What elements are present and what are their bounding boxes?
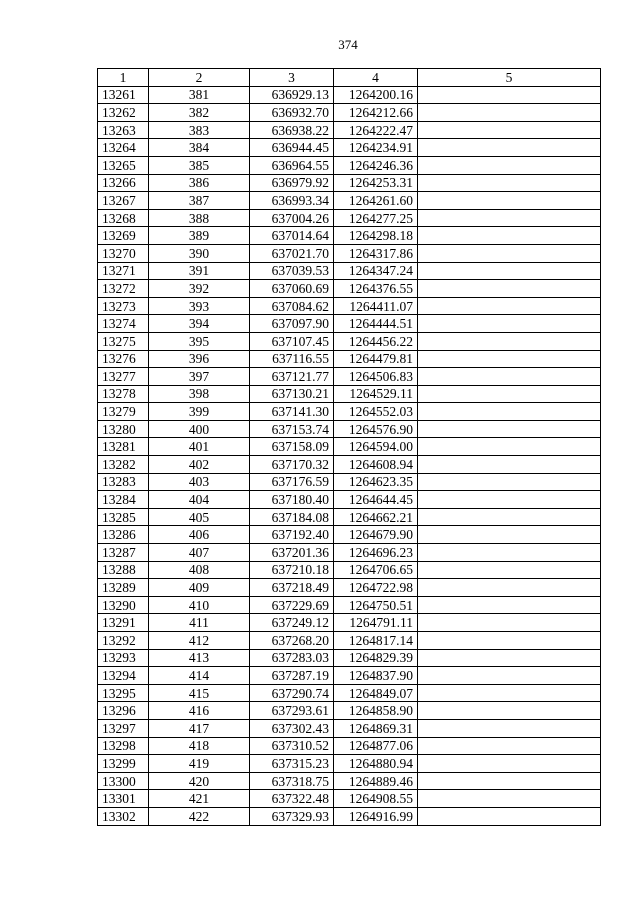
table-row	[98, 121, 601, 139]
note-cell	[418, 526, 601, 544]
x-coordinate-cell: 637302.43	[250, 719, 334, 737]
note-cell	[418, 403, 601, 421]
point-number-cell: 399	[149, 403, 250, 421]
point-id-cell: 13281	[98, 438, 149, 456]
note-cell	[418, 192, 601, 210]
table-row	[98, 473, 601, 491]
y-coordinate-cell: 1264347.24	[334, 262, 418, 280]
point-id-cell: 13285	[98, 508, 149, 526]
x-coordinate-cell: 637084.62	[250, 297, 334, 315]
x-coordinate-cell: 636938.22	[250, 121, 334, 139]
note-cell	[418, 139, 601, 157]
x-coordinate-cell: 636929.13	[250, 86, 334, 104]
note-cell	[418, 86, 601, 104]
x-coordinate-cell: 637315.23	[250, 755, 334, 773]
table-row	[98, 297, 601, 315]
table-row	[98, 544, 601, 562]
table-row	[98, 667, 601, 685]
y-coordinate-cell: 1264837.90	[334, 667, 418, 685]
point-number-cell: 401	[149, 438, 250, 456]
table-row	[98, 737, 601, 755]
point-number-cell: 417	[149, 719, 250, 737]
point-number-cell: 389	[149, 227, 250, 245]
x-coordinate-cell: 636944.45	[250, 139, 334, 157]
y-coordinate-cell: 1264880.94	[334, 755, 418, 773]
point-id-cell: 13278	[98, 385, 149, 403]
y-coordinate-cell: 1264608.94	[334, 456, 418, 474]
y-coordinate-cell: 1264829.39	[334, 649, 418, 667]
table-row	[98, 104, 601, 122]
table-row	[98, 315, 601, 333]
point-id-cell: 13293	[98, 649, 149, 667]
point-number-cell: 382	[149, 104, 250, 122]
note-cell	[418, 262, 601, 280]
note-cell	[418, 209, 601, 227]
point-id-cell: 13284	[98, 491, 149, 509]
y-coordinate-cell: 1264594.00	[334, 438, 418, 456]
point-id-cell: 13286	[98, 526, 149, 544]
x-coordinate-cell: 637121.77	[250, 368, 334, 386]
note-cell	[418, 332, 601, 350]
note-cell	[418, 790, 601, 808]
x-coordinate-cell: 637180.40	[250, 491, 334, 509]
point-number-cell: 414	[149, 667, 250, 685]
y-coordinate-cell: 1264277.25	[334, 209, 418, 227]
x-coordinate-cell: 637021.70	[250, 244, 334, 262]
point-number-cell: 390	[149, 244, 250, 262]
point-id-cell: 13279	[98, 403, 149, 421]
table-row	[98, 209, 601, 227]
x-coordinate-cell: 637176.59	[250, 473, 334, 491]
y-coordinate-cell: 1264916.99	[334, 807, 418, 825]
y-coordinate-cell: 1264817.14	[334, 632, 418, 650]
y-coordinate-cell: 1264506.83	[334, 368, 418, 386]
note-cell	[418, 156, 601, 174]
point-number-cell: 406	[149, 526, 250, 544]
x-coordinate-cell: 637310.52	[250, 737, 334, 755]
point-id-cell: 13270	[98, 244, 149, 262]
point-number-cell: 420	[149, 772, 250, 790]
table-row	[98, 772, 601, 790]
point-id-cell: 13296	[98, 702, 149, 720]
y-coordinate-cell: 1264212.66	[334, 104, 418, 122]
point-number-cell: 381	[149, 86, 250, 104]
note-cell	[418, 456, 601, 474]
point-number-cell: 413	[149, 649, 250, 667]
y-coordinate-cell: 1264858.90	[334, 702, 418, 720]
x-coordinate-cell: 637170.32	[250, 456, 334, 474]
point-number-cell: 410	[149, 596, 250, 614]
point-number-cell: 395	[149, 332, 250, 350]
note-cell	[418, 737, 601, 755]
y-coordinate-cell: 1264908.55	[334, 790, 418, 808]
note-cell	[418, 632, 601, 650]
y-coordinate-cell: 1264246.36	[334, 156, 418, 174]
point-number-cell: 386	[149, 174, 250, 192]
point-id-cell: 13272	[98, 280, 149, 298]
note-cell	[418, 719, 601, 737]
point-number-cell: 412	[149, 632, 250, 650]
table-row	[98, 385, 601, 403]
x-coordinate-cell: 637130.21	[250, 385, 334, 403]
x-coordinate-cell: 637210.18	[250, 561, 334, 579]
point-id-cell: 13264	[98, 139, 149, 157]
x-coordinate-cell: 637318.75	[250, 772, 334, 790]
x-coordinate-cell: 637329.93	[250, 807, 334, 825]
column-header-1: 1	[98, 69, 149, 87]
note-cell	[418, 420, 601, 438]
point-id-cell: 13299	[98, 755, 149, 773]
y-coordinate-cell: 1264261.60	[334, 192, 418, 210]
y-coordinate-cell: 1264644.45	[334, 491, 418, 509]
note-cell	[418, 667, 601, 685]
point-id-cell: 13280	[98, 420, 149, 438]
y-coordinate-cell: 1264679.90	[334, 526, 418, 544]
point-id-cell: 13298	[98, 737, 149, 755]
point-id-cell: 13265	[98, 156, 149, 174]
point-id-cell: 13292	[98, 632, 149, 650]
table-row	[98, 368, 601, 386]
x-coordinate-cell: 637141.30	[250, 403, 334, 421]
note-cell	[418, 244, 601, 262]
y-coordinate-cell: 1264234.91	[334, 139, 418, 157]
point-number-cell: 397	[149, 368, 250, 386]
note-cell	[418, 438, 601, 456]
x-coordinate-cell: 637116.55	[250, 350, 334, 368]
table-row	[98, 755, 601, 773]
point-number-cell: 415	[149, 684, 250, 702]
note-cell	[418, 508, 601, 526]
table-row	[98, 807, 601, 825]
point-number-cell: 408	[149, 561, 250, 579]
point-id-cell: 13288	[98, 561, 149, 579]
point-id-cell: 13274	[98, 315, 149, 333]
table-row	[98, 596, 601, 614]
x-coordinate-cell: 637158.09	[250, 438, 334, 456]
point-number-cell: 396	[149, 350, 250, 368]
y-coordinate-cell: 1264376.55	[334, 280, 418, 298]
y-coordinate-cell: 1264696.23	[334, 544, 418, 562]
point-id-cell: 13282	[98, 456, 149, 474]
column-header-3: 3	[250, 69, 334, 87]
point-id-cell: 13301	[98, 790, 149, 808]
x-coordinate-cell: 637060.69	[250, 280, 334, 298]
table-row	[98, 456, 601, 474]
y-coordinate-cell: 1264529.11	[334, 385, 418, 403]
table-row	[98, 350, 601, 368]
table-row	[98, 156, 601, 174]
point-id-cell: 13271	[98, 262, 149, 280]
y-coordinate-cell: 1264722.98	[334, 579, 418, 597]
point-id-cell: 13262	[98, 104, 149, 122]
note-cell	[418, 772, 601, 790]
point-number-cell: 403	[149, 473, 250, 491]
x-coordinate-cell: 637039.53	[250, 262, 334, 280]
point-number-cell: 405	[149, 508, 250, 526]
point-number-cell: 422	[149, 807, 250, 825]
table-row	[98, 719, 601, 737]
point-number-cell: 409	[149, 579, 250, 597]
point-number-cell: 411	[149, 614, 250, 632]
y-coordinate-cell: 1264623.35	[334, 473, 418, 491]
x-coordinate-cell: 636964.55	[250, 156, 334, 174]
point-number-cell: 383	[149, 121, 250, 139]
y-coordinate-cell: 1264411.07	[334, 297, 418, 315]
y-coordinate-cell: 1264456.22	[334, 332, 418, 350]
point-number-cell: 416	[149, 702, 250, 720]
x-coordinate-cell: 637107.45	[250, 332, 334, 350]
note-cell	[418, 104, 601, 122]
x-coordinate-cell: 636993.34	[250, 192, 334, 210]
point-id-cell: 13263	[98, 121, 149, 139]
point-number-cell: 392	[149, 280, 250, 298]
table-row	[98, 139, 601, 157]
x-coordinate-cell: 637283.03	[250, 649, 334, 667]
point-id-cell: 13261	[98, 86, 149, 104]
table-row	[98, 526, 601, 544]
point-id-cell: 13290	[98, 596, 149, 614]
column-header-4: 4	[334, 69, 418, 87]
x-coordinate-cell: 637218.49	[250, 579, 334, 597]
y-coordinate-cell: 1264877.06	[334, 737, 418, 755]
table-row	[98, 632, 601, 650]
y-coordinate-cell: 1264869.31	[334, 719, 418, 737]
point-id-cell: 13302	[98, 807, 149, 825]
x-coordinate-cell: 637004.26	[250, 209, 334, 227]
table-row	[98, 790, 601, 808]
point-id-cell: 13275	[98, 332, 149, 350]
x-coordinate-cell: 637268.20	[250, 632, 334, 650]
point-number-cell: 402	[149, 456, 250, 474]
table-row	[98, 244, 601, 262]
note-cell	[418, 280, 601, 298]
x-coordinate-cell: 637014.64	[250, 227, 334, 245]
point-number-cell: 385	[149, 156, 250, 174]
x-coordinate-cell: 637229.69	[250, 596, 334, 614]
point-number-cell: 421	[149, 790, 250, 808]
note-cell	[418, 561, 601, 579]
note-cell	[418, 297, 601, 315]
y-coordinate-cell: 1264576.90	[334, 420, 418, 438]
table-row	[98, 86, 601, 104]
point-number-cell: 418	[149, 737, 250, 755]
y-coordinate-cell: 1264200.16	[334, 86, 418, 104]
point-number-cell: 388	[149, 209, 250, 227]
point-number-cell: 398	[149, 385, 250, 403]
y-coordinate-cell: 1264222.47	[334, 121, 418, 139]
point-number-cell: 393	[149, 297, 250, 315]
point-number-cell: 400	[149, 420, 250, 438]
column-header-2: 2	[149, 69, 250, 87]
point-id-cell: 13289	[98, 579, 149, 597]
note-cell	[418, 614, 601, 632]
y-coordinate-cell: 1264479.81	[334, 350, 418, 368]
y-coordinate-cell: 1264444.51	[334, 315, 418, 333]
x-coordinate-cell: 637293.61	[250, 702, 334, 720]
point-number-cell: 384	[149, 139, 250, 157]
point-id-cell: 13276	[98, 350, 149, 368]
y-coordinate-cell: 1264253.31	[334, 174, 418, 192]
column-header-5: 5	[418, 69, 601, 87]
table-row	[98, 508, 601, 526]
note-cell	[418, 755, 601, 773]
page-number: 374	[338, 37, 358, 52]
point-number-cell: 394	[149, 315, 250, 333]
note-cell	[418, 684, 601, 702]
point-id-cell: 13269	[98, 227, 149, 245]
x-coordinate-cell: 637184.08	[250, 508, 334, 526]
point-number-cell: 407	[149, 544, 250, 562]
table-row	[98, 280, 601, 298]
y-coordinate-cell: 1264298.18	[334, 227, 418, 245]
point-id-cell: 13273	[98, 297, 149, 315]
note-cell	[418, 473, 601, 491]
table-row	[98, 420, 601, 438]
point-id-cell: 13277	[98, 368, 149, 386]
point-id-cell: 13294	[98, 667, 149, 685]
table-row	[98, 262, 601, 280]
point-number-cell: 391	[149, 262, 250, 280]
note-cell	[418, 596, 601, 614]
note-cell	[418, 807, 601, 825]
y-coordinate-cell: 1264552.03	[334, 403, 418, 421]
point-id-cell: 13267	[98, 192, 149, 210]
x-coordinate-cell: 637192.40	[250, 526, 334, 544]
point-id-cell: 13291	[98, 614, 149, 632]
table-row	[98, 491, 601, 509]
point-number-cell: 419	[149, 755, 250, 773]
point-id-cell: 13268	[98, 209, 149, 227]
x-coordinate-cell: 636979.92	[250, 174, 334, 192]
table-row	[98, 403, 601, 421]
note-cell	[418, 491, 601, 509]
table-row	[98, 227, 601, 245]
x-coordinate-cell: 637287.19	[250, 667, 334, 685]
point-id-cell: 13300	[98, 772, 149, 790]
x-coordinate-cell: 637153.74	[250, 420, 334, 438]
x-coordinate-cell: 636932.70	[250, 104, 334, 122]
y-coordinate-cell: 1264791.11	[334, 614, 418, 632]
x-coordinate-cell: 637097.90	[250, 315, 334, 333]
table-row	[98, 702, 601, 720]
x-coordinate-cell: 637249.12	[250, 614, 334, 632]
note-cell	[418, 350, 601, 368]
x-coordinate-cell: 637322.48	[250, 790, 334, 808]
point-number-cell: 404	[149, 491, 250, 509]
table-body	[98, 86, 601, 825]
point-id-cell: 13266	[98, 174, 149, 192]
point-id-cell: 13295	[98, 684, 149, 702]
table-row	[98, 649, 601, 667]
table-row	[98, 332, 601, 350]
table-row	[98, 684, 601, 702]
note-cell	[418, 544, 601, 562]
y-coordinate-cell: 1264750.51	[334, 596, 418, 614]
y-coordinate-cell: 1264889.46	[334, 772, 418, 790]
note-cell	[418, 121, 601, 139]
y-coordinate-cell: 1264706.65	[334, 561, 418, 579]
point-id-cell: 13297	[98, 719, 149, 737]
note-cell	[418, 315, 601, 333]
y-coordinate-cell: 1264849.07	[334, 684, 418, 702]
note-cell	[418, 649, 601, 667]
point-id-cell: 13283	[98, 473, 149, 491]
note-cell	[418, 579, 601, 597]
table-row	[98, 614, 601, 632]
point-id-cell: 13287	[98, 544, 149, 562]
coordinates-table	[97, 68, 601, 826]
note-cell	[418, 702, 601, 720]
table-row	[98, 438, 601, 456]
x-coordinate-cell: 637201.36	[250, 544, 334, 562]
y-coordinate-cell: 1264317.86	[334, 244, 418, 262]
table-row	[98, 579, 601, 597]
note-cell	[418, 385, 601, 403]
table-row	[98, 192, 601, 210]
table-row	[98, 561, 601, 579]
y-coordinate-cell: 1264662.21	[334, 508, 418, 526]
point-number-cell: 387	[149, 192, 250, 210]
table-row	[98, 174, 601, 192]
x-coordinate-cell: 637290.74	[250, 684, 334, 702]
note-cell	[418, 174, 601, 192]
table-header-row	[98, 69, 601, 87]
note-cell	[418, 227, 601, 245]
note-cell	[418, 368, 601, 386]
